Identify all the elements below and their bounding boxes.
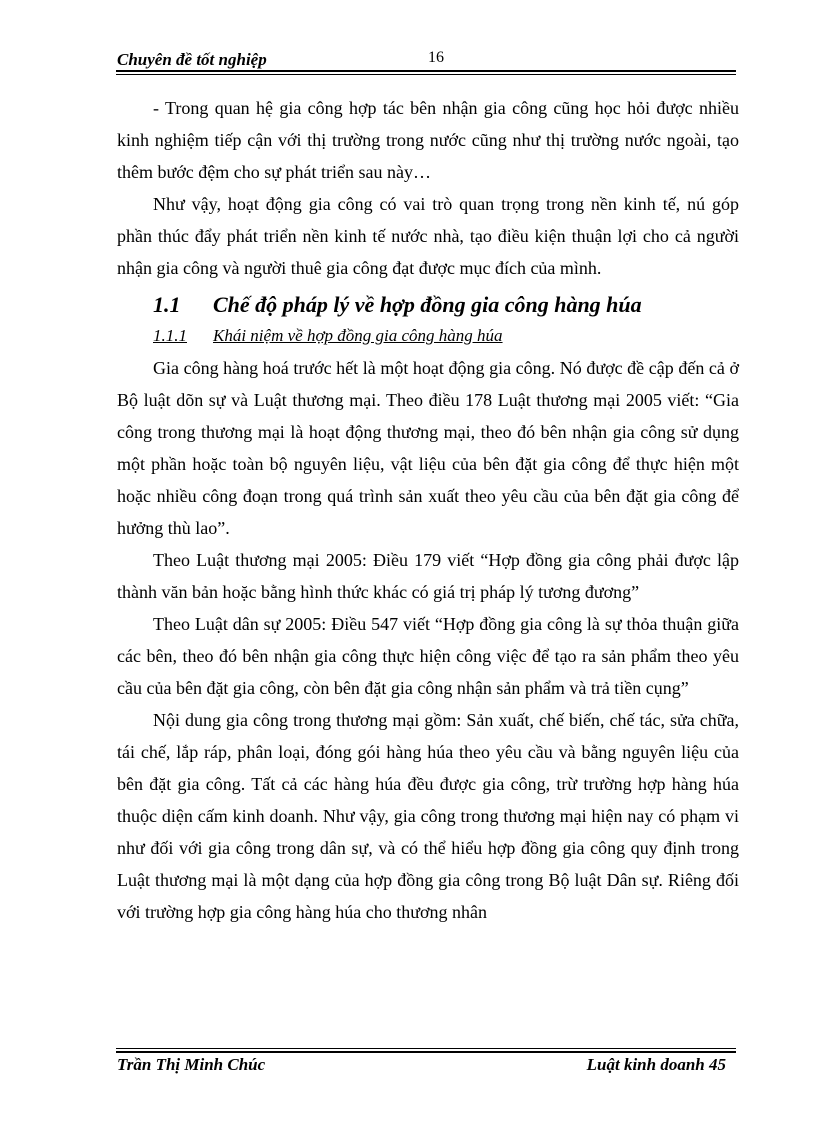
footer-rule: [116, 1051, 736, 1053]
subsection-heading: [117, 322, 739, 350]
header-title: Chuyên đề tốt nghiệp: [117, 50, 267, 69]
section-heading: [117, 288, 739, 322]
footer-author: Trần Thị Minh Chúc: [117, 1055, 266, 1074]
section-number: 1.1: [153, 292, 181, 317]
subsection-number: 1.1.1: [153, 326, 187, 345]
paragraph-2: Như vậy, hoạt động gia công có vai trò quan trọng trong nền kinh tế, nú góp phần thúc đẩy phát triển nền kinh tế nước nhà, tạo điều kiện thuận lợi cho cả người nhận gia công và người thuê gia công đạt được mục đích của mình.: [117, 194, 739, 278]
body-text: [117, 92, 739, 928]
paragraph-1: - Trong quan hệ gia công hợp tác bên nhận gia công cũng học hỏi được nhiều kinh nghiệm tiếp cận với thị trường trong nước cũng như thị trường nước ngoài, tạo thêm bước đệm cho sự phát triển sau này…: [117, 98, 739, 182]
paragraph-5: Theo Luật dân sự 2005: Điều 547 viết “Hợp đồng gia công là sự thỏa thuận giữa các bên, theo đó bên nhận gia công thực hiện công việc để tạo ra sản phẩm theo yêu cầu của bên đặt gia công, còn bên đặt gia công nhận sản phẩm và trả tiền cụng”: [117, 614, 739, 698]
paragraph-4: Theo Luật thương mại 2005: Điều 179 viết “Hợp đồng gia công phải được lập thành văn bản hoặc bằng hình thức khác có giá trị pháp lý tương đương”: [117, 550, 739, 602]
footer-class: Luật kinh doanh 45: [586, 1055, 726, 1074]
page-number: 16: [428, 49, 444, 66]
section-title: Chế độ pháp lý về hợp đồng gia công hàng húa: [213, 292, 642, 317]
paragraph-6: Nội dung gia công trong thương mại gồm: Sản xuất, chế biến, chế tác, sửa chữa, tái chế, lắp ráp, phân loại, đóng gói hàng húa theo yêu cầu và bằng nguyên liệu của bên đặt gia công. Tất cả các hàng húa đều được gia công, trừ trường hợp hàng húa thuộc diện cấm kinh doanh. Như vậy, gia công trong thương mại hiện nay có phạm vi như đối với gia công trong dân sự, và có thể hiểu hợp đồng gia công quy định trong Luật thương mại là một dạng của hợp đồng gia công trong Bộ luật Dân sự. Riêng đối với trường hợp gia công hàng húa cho thương nhân: [117, 710, 739, 922]
subsection-title: Khái niệm về hợp đồng gia công hàng húa: [213, 326, 503, 345]
paragraph-3: Gia công hàng hoá trước hết là một hoạt động gia công. Nó được đề cập đến cả ở Bộ luật dõn sự và Luật thương mại. Theo điều 178 Luật thương mại 2005 viết: “Gia công trong thương mại là hoạt động thương mại, theo đó bên nhận gia công sử dụng một phần hoặc toàn bộ nguyên liệu, vật liệu của bên đặt gia công để thực hiện một hoặc nhiều công đoạn trong quá trình sản xuất theo yêu cầu của bên đặt gia công để hưởng thù lao”.: [117, 358, 739, 538]
footer-rule-thin: [116, 1048, 736, 1049]
header-rule: [116, 70, 736, 72]
header-rule-thin: [116, 74, 736, 75]
